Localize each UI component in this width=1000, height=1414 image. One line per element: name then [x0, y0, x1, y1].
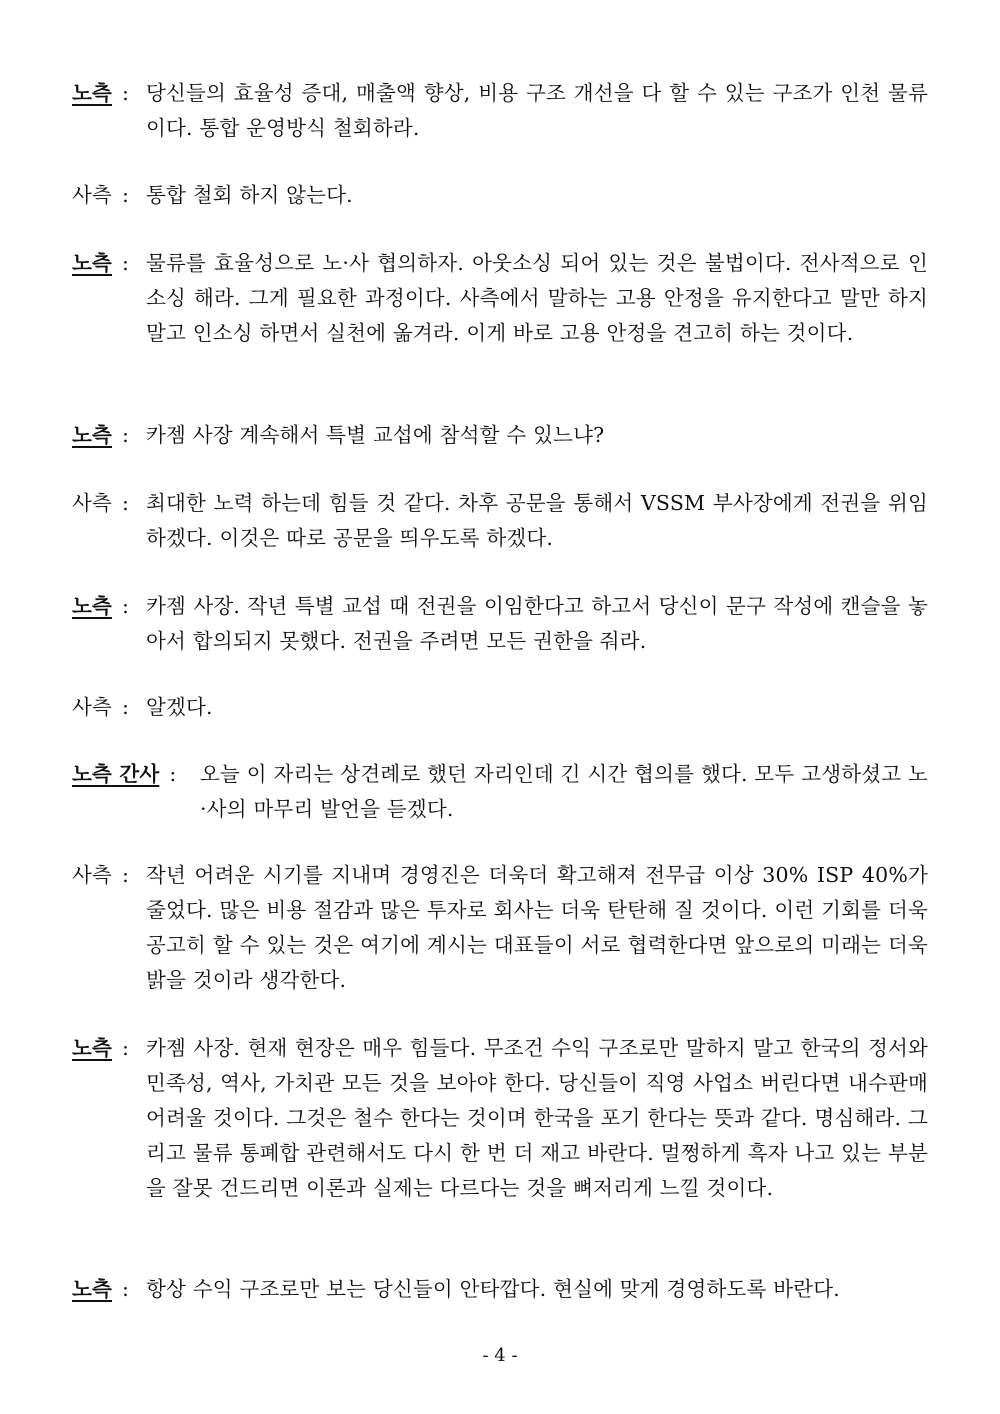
speaker-label: 노측 : — [72, 1277, 130, 1301]
statement-company-3 — [72, 690, 928, 725]
statement-text: 당신들의 효율성 증대, 매출액 향상, 비용 구조 개선을 다 할 수 있는 구조가 인천 물류이다. 통합 운영방식 철회하라. — [146, 81, 928, 140]
speaker-name: 노측 — [72, 423, 113, 447]
speaker-label: 노측 : — [72, 81, 130, 105]
statement-text: 통합 철회 하지 않는다. — [146, 183, 353, 207]
speaker-label: 노측 : — [72, 594, 130, 618]
statement-union-1 — [72, 76, 928, 146]
speaker-name: 사측 — [72, 491, 113, 515]
statement-text: 카젬 사장. 현재 현장은 매우 힘들다. 무조건 수익 구조로만 말하지 말고 한국의 정서와 민족성, 역사, 가치관 모든 것을 보아야 한다. 당신들이 직영 사업소 버린다면 내수판매 어려울 것이다. 그것은 철수 한다는 것이며 한국을 포기 한다는 뜻과 같다. 명심해라. 그리고 물류 통폐합 관련해서도 다시 한 번 더 재고 바란다. 멀쩡하게 흑자 나고 있는 부분을 잘못 건드리면 이론과 실제는 다르다는 것을 뼈저리게 느낄 것이다. — [146, 1036, 928, 1200]
speaker-label: 노측 간사 : — [72, 762, 177, 786]
speaker-name: 노측 간사 — [72, 762, 160, 786]
statement-text: 오늘 이 자리는 상견례로 했던 자리인데 긴 시간 협의를 했다. 모두 고생하셨고 노·사의 마무리 발언을 듣겠다. — [200, 762, 928, 821]
speaker-name: 노측 — [72, 1036, 113, 1060]
statement-union-4 — [72, 589, 928, 659]
statement-text: 알겠다. — [146, 695, 213, 719]
statement-union-5 — [72, 1031, 928, 1206]
statement-union-6 — [72, 1272, 928, 1307]
statement-company-4 — [72, 858, 928, 998]
speaker-label: 노측 : — [72, 1036, 130, 1060]
statement-union-secretary — [72, 757, 928, 827]
page-number: - 4 - — [482, 1345, 518, 1366]
statement-company-2 — [72, 486, 928, 556]
speaker-label: 사측 : — [72, 695, 130, 719]
statement-text: 최대한 노력 하는데 힘들 것 같다. 차후 공문을 통해서 VSSM 부사장에게 전권을 위임하겠다. 이것은 따로 공문을 띄우도록 하겠다. — [146, 491, 928, 550]
speaker-name: 노측 — [72, 81, 113, 105]
speaker-name: 노측 — [72, 251, 113, 275]
speaker-label: 사측 : — [72, 491, 130, 515]
statement-company-1 — [72, 178, 928, 213]
speaker-name: 사측 — [72, 695, 113, 719]
speaker-name: 노측 — [72, 594, 113, 618]
statement-text: 카젬 사장 계속해서 특별 교섭에 참석할 수 있느냐? — [146, 423, 605, 447]
speaker-name: 사측 — [72, 863, 113, 887]
speaker-label: 노측 : — [72, 423, 130, 447]
speaker-label: 노측 : — [72, 251, 130, 275]
statement-text: 항상 수익 구조로만 보는 당신들이 안타깝다. 현실에 맞게 경영하도록 바란다. — [146, 1277, 840, 1301]
statement-text: 물류를 효율성으로 노·사 협의하자. 아웃소싱 되어 있는 것은 불법이다. 전사적으로 인소싱 해라. 그게 필요한 과정이다. 사측에서 말하는 고용 안정을 유지한다고 말만 하지 말고 인소싱 하면서 실천에 옮겨라. 이게 바로 고용 안정을 견고히 하는 것이다. — [146, 251, 928, 345]
statement-text: 카젬 사장. 작년 특별 교섭 때 전권을 이임한다고 하고서 당신이 문구 작성에 캔슬을 놓아서 합의되지 못했다. 전권을 주려면 모든 권한을 줘라. — [146, 594, 928, 653]
speaker-label: 사측 : — [72, 863, 130, 887]
speaker-name: 사측 — [72, 183, 113, 207]
speaker-label: 사측 : — [72, 183, 130, 207]
statement-union-2 — [72, 246, 928, 351]
statement-text: 작년 어려운 시기를 지내며 경영진은 더욱더 확고해져 전무급 이상 30% ISP 40%가 줄었다. 많은 비용 절감과 많은 투자로 회사는 더욱 탄탄해 질 것이다. 이런 기회를 더욱 공고히 할 수 있는 것은 여기에 계시는 대표들이 서로 협력한다면 앞으로의 미래는 더욱 밝을 것이라 생각한다. — [146, 863, 928, 992]
speaker-name: 노측 — [72, 1277, 113, 1301]
statement-union-3 — [72, 418, 928, 453]
